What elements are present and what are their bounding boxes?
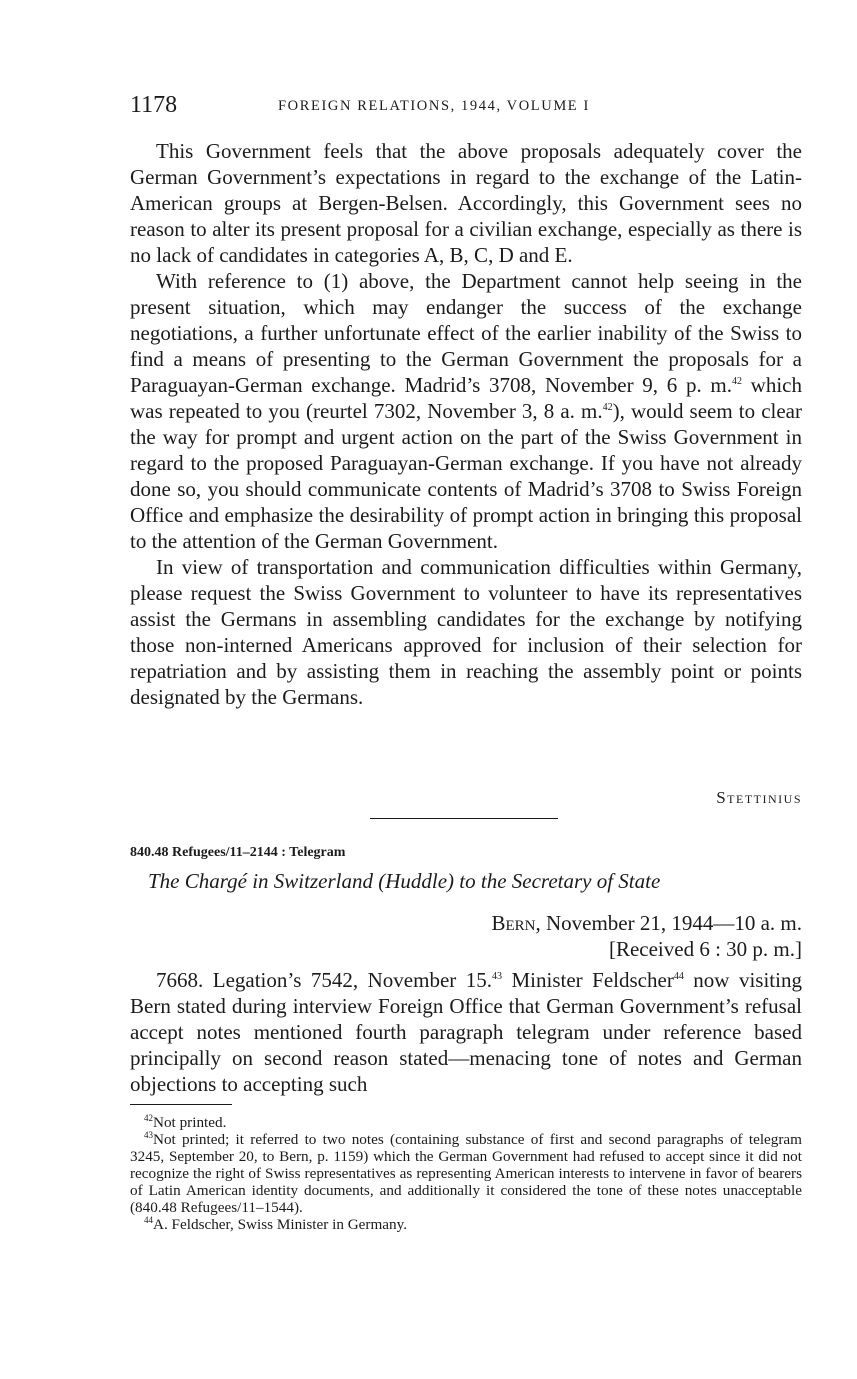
footnote-ref: 43 <box>492 971 503 982</box>
footnote-ref: 42 <box>731 376 742 387</box>
footnote-text: A. Feldscher, Swiss Minister in Germany. <box>153 1216 408 1233</box>
telegram-body <box>130 967 802 1097</box>
telegram-text-a: 7668. Legation’s 7542, November 15. <box>156 968 493 992</box>
section-divider <box>370 818 558 819</box>
dateline-place: Bern <box>491 911 536 935</box>
footnote-text: Not printed; it referred to two notes (containing substance of first and second paragraphs of telegram 3245, September 20, to Bern, p. 1159) which the German Government had refused to accept since it did not recognize the right of Swiss representatives as representing American interests to intervene in favor of bearers of Latin American identity documents, and additionally it considered the tone of these notes unacceptable (840.48 Refugees/11–1544). <box>130 1131 802 1216</box>
telegram-text-b: Minister Feldscher <box>502 968 674 992</box>
footnote-divider <box>130 1104 232 1105</box>
footnote-ref: 42 <box>602 402 613 413</box>
footnote-43 <box>130 1131 802 1216</box>
telegram-continuation <box>130 138 802 710</box>
footnote-number: 42 <box>144 1113 153 1123</box>
footnote-44 <box>130 1216 802 1233</box>
received-line: [Received 6 : 30 p. m.] <box>608 937 802 961</box>
paragraph-2-text-a: With reference to (1) above, the Department cannot help seeing in the present situation, which may endanger the success of the exchange negotiations, a further unfortunate effect of the earlier inability of the Swiss to find a means of presenting to the German Government the proposals for a Paraguayan-German exchange. Madrid’s 3708, November 9, 6 p. m. <box>130 269 802 397</box>
dateline-date: , November 21, 1944—10 a. m. <box>535 911 802 935</box>
footnote-text: Not printed. <box>153 1114 227 1131</box>
footnote-number: 43 <box>144 1130 153 1140</box>
footnote-number: 44 <box>144 1215 153 1225</box>
footnotes <box>130 1114 802 1233</box>
paragraph-2-text-c: ), would seem to clear the way for prompt and urgent action on the part of the Swiss Government in regard to the proposed Paraguayan-German exchange. If you have not already done so, you should communicate contents of Madrid’s 3708 to Swiss Foreign Office and emphasize the desirability of prompt action in bringing this proposal to the attention of the German Government. <box>130 399 802 553</box>
paragraph-2 <box>130 268 802 554</box>
file-reference: 840.48 Refugees/11–2144 : Telegram <box>130 845 346 860</box>
paragraph-2-text-b: which was repeated to you (reurtel 7302, November 3, 8 a. m. <box>130 373 802 423</box>
telegram-text-c: now visiting Bern stated during interview Foreign Office that German Government’s refusal accept notes mentioned fourth paragraph telegram under reference based principally on second reason stated—menacing tone of notes and German objections to accepting such <box>130 968 802 1096</box>
telegram-paragraph <box>130 967 802 1097</box>
signature: Stettinius <box>716 788 802 807</box>
paragraph-3: In view of transportation and communication difficulties within Germany, please request the Swiss Government to volunteer to have its representatives assist the Germans in assembling candidates for the exchange by notifying those non-interned Americans approved for inclusion of their selection for repatriation and by assisting them in reaching the assembly point or points designated by the Germans. <box>130 555 802 709</box>
page-header <box>130 92 802 122</box>
paragraph-1: This Government feels that the above proposals adequately cover the German Government’s expectations in regard to the exchange of the Latin-American groups at Bergen-Belsen. Accordingly, this Government sees no reason to alter its present proposal for a civilian exchange, especially as there is no lack of candidates in categories A, B, C, D and E. <box>130 139 802 267</box>
footnote-ref: 44 <box>673 971 684 982</box>
running-head: FOREIGN RELATIONS, 1944, VOLUME I <box>278 98 590 114</box>
footnote-42 <box>130 1114 802 1131</box>
dateline <box>130 911 802 936</box>
page-number: 1178 <box>130 92 178 118</box>
document-title: The Chargé in Switzerland (Huddle) to the Secretary of State <box>148 869 661 893</box>
